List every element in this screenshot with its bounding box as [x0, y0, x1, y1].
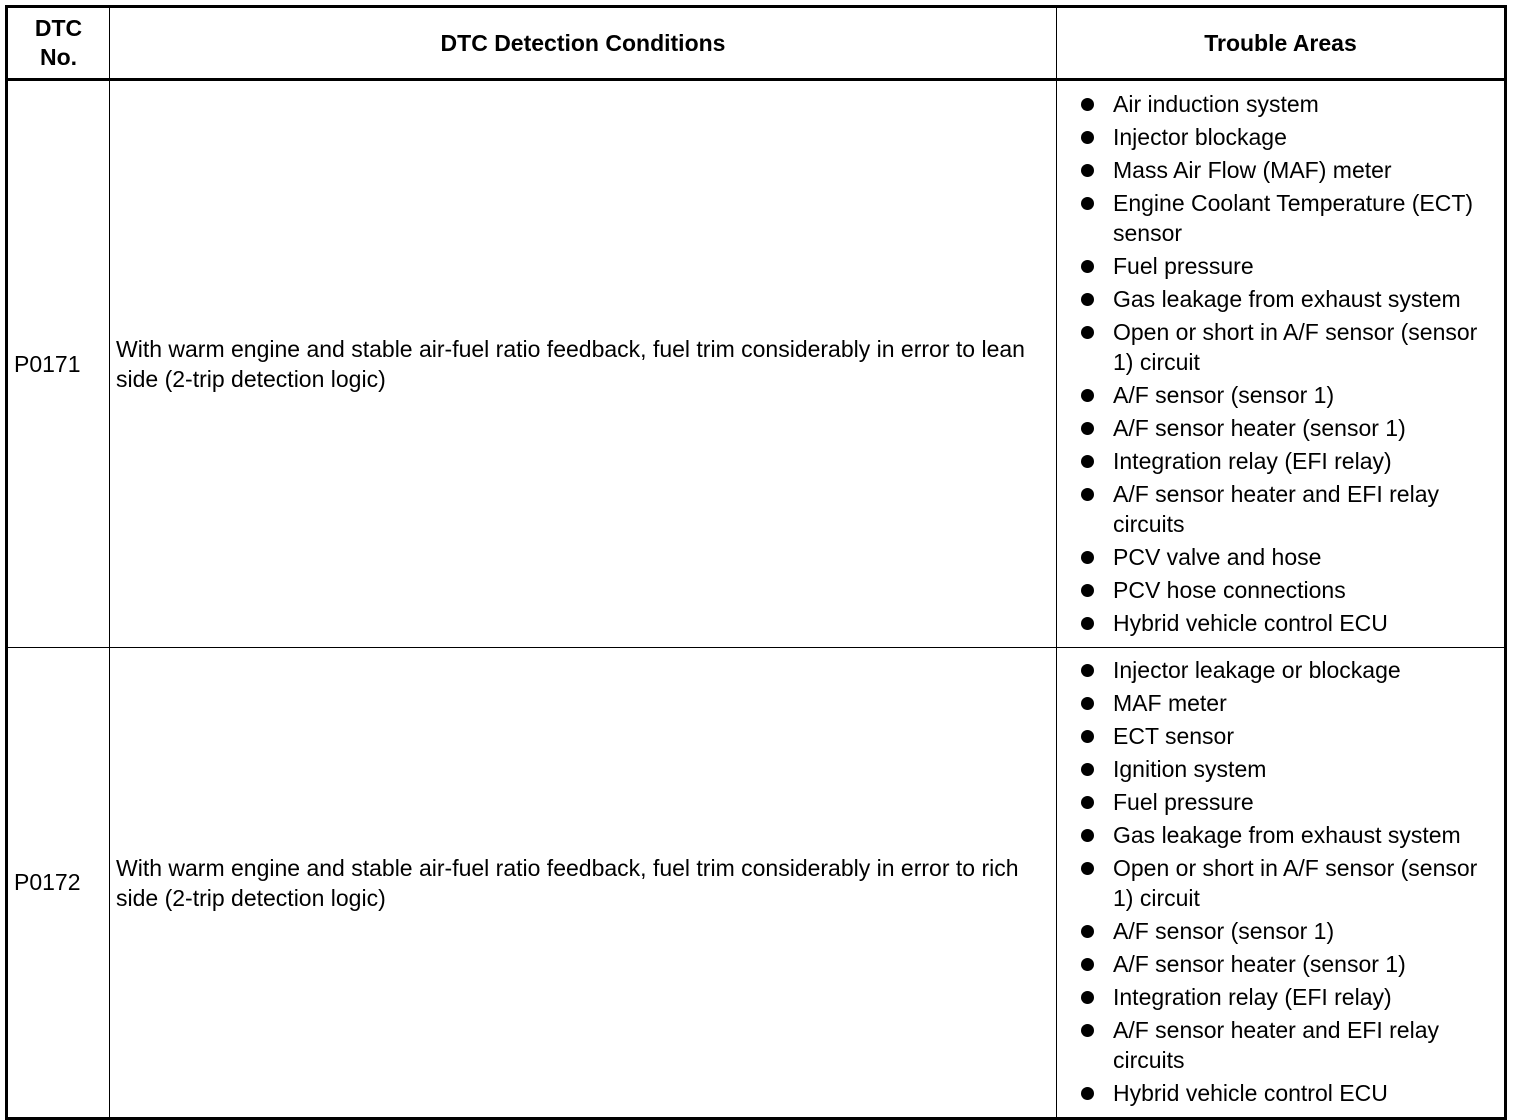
detection-condition: With warm engine and stable air-fuel ratio feedback, fuel trim considerably in error to lean side (2-trip detection logic) [110, 80, 1057, 648]
trouble-area-item: MAF meter [1079, 688, 1498, 718]
trouble-area-list [1057, 81, 1504, 647]
header-trouble-areas: Trouble Areas [1057, 7, 1506, 80]
trouble-area-item: Fuel pressure [1079, 251, 1498, 281]
trouble-area-item: Engine Coolant Temperature (ECT) sensor [1079, 188, 1498, 248]
trouble-areas-cell [1057, 648, 1506, 1119]
trouble-area-item: A/F sensor (sensor 1) [1079, 916, 1498, 946]
trouble-area-item: Injector blockage [1079, 122, 1498, 152]
trouble-area-item: Gas leakage from exhaust system [1079, 284, 1498, 314]
trouble-area-item: Injector leakage or blockage [1079, 655, 1498, 685]
trouble-area-item: Integration relay (EFI relay) [1079, 446, 1498, 476]
trouble-areas-cell [1057, 80, 1506, 648]
trouble-area-item: A/F sensor heater (sensor 1) [1079, 413, 1498, 443]
trouble-area-item: Open or short in A/F sensor (sensor 1) circuit [1079, 853, 1498, 913]
header-dtc-no-line1: DTC [34, 15, 83, 41]
trouble-area-item: A/F sensor heater and EFI relay circuits [1079, 479, 1498, 539]
trouble-area-list [1057, 648, 1504, 1117]
detection-condition: With warm engine and stable air-fuel ratio feedback, fuel trim considerably in error to rich side (2-trip detection logic) [110, 648, 1057, 1119]
trouble-area-item: Hybrid vehicle control ECU [1079, 608, 1498, 638]
trouble-area-item: A/F sensor heater (sensor 1) [1079, 949, 1498, 979]
dtc-table [5, 5, 1507, 1120]
trouble-area-item: PCV hose connections [1079, 575, 1498, 605]
header-detection-conditions: DTC Detection Conditions [110, 7, 1057, 80]
trouble-area-item: Ignition system [1079, 754, 1498, 784]
trouble-area-item: A/F sensor heater and EFI relay circuits [1079, 1015, 1498, 1075]
trouble-area-item: A/F sensor (sensor 1) [1079, 380, 1498, 410]
trouble-area-item: Hybrid vehicle control ECU [1079, 1078, 1498, 1108]
trouble-area-item: Open or short in A/F sensor (sensor 1) circuit [1079, 317, 1498, 377]
trouble-area-item: Integration relay (EFI relay) [1079, 982, 1498, 1012]
header-dtc-no-line2: No. [39, 44, 78, 70]
trouble-area-item: Air induction system [1079, 89, 1498, 119]
table-row [7, 80, 1506, 648]
table-header-row [7, 7, 1506, 80]
header-dtc-no [7, 7, 110, 80]
dtc-code: P0171 [7, 80, 110, 648]
trouble-area-item: PCV valve and hose [1079, 542, 1498, 572]
table-row [7, 648, 1506, 1119]
trouble-area-item: ECT sensor [1079, 721, 1498, 751]
dtc-code: P0172 [7, 648, 110, 1119]
trouble-area-item: Gas leakage from exhaust system [1079, 820, 1498, 850]
trouble-area-item: Mass Air Flow (MAF) meter [1079, 155, 1498, 185]
trouble-area-item: Fuel pressure [1079, 787, 1498, 817]
